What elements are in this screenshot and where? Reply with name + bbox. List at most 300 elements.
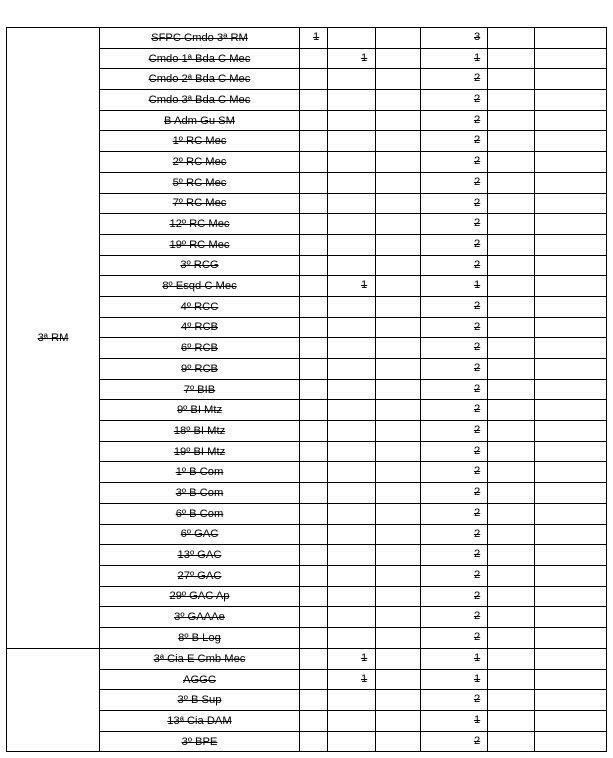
- value-c4: 2: [474, 320, 481, 333]
- value-cell-c5: [488, 255, 535, 276]
- value-cell-c4: [421, 359, 488, 380]
- unit-name: Cmdo 3ª Bda C Mec: [148, 93, 251, 106]
- value-cell-c6: [535, 545, 607, 566]
- value-c4: 2: [474, 196, 481, 209]
- unit-name: 3º B Com: [175, 486, 224, 499]
- unit-name: 6º RCB: [180, 342, 219, 355]
- value-cell-c6: [535, 400, 607, 421]
- value-cell-c1: [300, 296, 328, 317]
- value-cell-c3: [376, 359, 421, 380]
- value-c4: 1: [474, 279, 481, 292]
- value-cell-c4: [421, 110, 488, 131]
- value-cell-c4: [421, 28, 488, 49]
- value-c4: 2: [474, 630, 481, 643]
- unit-name: Cmdo 2ª Bda C Mec: [148, 73, 251, 86]
- unit-name: 29º GAC Ap: [169, 590, 230, 603]
- value-cell-c2: [328, 669, 376, 690]
- value-c4: 2: [474, 237, 481, 250]
- value-cell-c4: [421, 545, 488, 566]
- unit-name: 8º Esqd C Mec: [162, 280, 237, 293]
- value-cell-c2: [328, 483, 376, 504]
- value-cell-c5: [488, 545, 535, 566]
- value-cell-c1: [300, 669, 328, 690]
- unit-cell: [100, 649, 300, 670]
- value-cell-c6: [535, 338, 607, 359]
- value-cell-c3: [376, 131, 421, 152]
- value-cell-c4: [421, 152, 488, 173]
- value-cell-c6: [535, 441, 607, 462]
- value-cell-c4: [421, 90, 488, 111]
- value-cell-c6: [535, 462, 607, 483]
- value-cell-c2: [328, 69, 376, 90]
- unit-cell: [100, 669, 300, 690]
- value-cell-c3: [376, 110, 421, 131]
- value-c4: 2: [474, 506, 481, 519]
- value-cell-c6: [535, 255, 607, 276]
- value-cell-c2: [328, 731, 376, 752]
- value-cell-c2: [328, 524, 376, 545]
- value-cell-c1: [300, 607, 328, 628]
- value-c4: 2: [474, 382, 481, 395]
- value-cell-c3: [376, 400, 421, 421]
- value-cell-c3: [376, 421, 421, 442]
- value-cell-c4: [421, 317, 488, 338]
- value-cell-c2: [328, 545, 376, 566]
- value-cell-c3: [376, 234, 421, 255]
- unit-name: 1º RC Mec: [172, 135, 227, 148]
- unit-cell: [100, 524, 300, 545]
- value-cell-c1: [300, 255, 328, 276]
- unit-cell: [100, 69, 300, 90]
- value-cell-c2: [328, 28, 376, 49]
- value-cell-c3: [376, 690, 421, 711]
- value-cell-c5: [488, 28, 535, 49]
- value-cell-c6: [535, 586, 607, 607]
- value-cell-c2: [328, 441, 376, 462]
- value-cell-c4: [421, 379, 488, 400]
- value-cell-c5: [488, 627, 535, 648]
- value-c4: 1: [474, 51, 481, 64]
- unit-cell: [100, 565, 300, 586]
- unit-cell: [100, 48, 300, 69]
- value-cell-c2: [328, 255, 376, 276]
- value-cell-c2: [328, 607, 376, 628]
- unit-cell: [100, 234, 300, 255]
- unit-name: 2º RC Mec: [172, 155, 227, 168]
- value-cell-c5: [488, 338, 535, 359]
- value-c4: 2: [474, 217, 481, 230]
- unit-name: Cmdo 1ª Bda C Mec: [148, 52, 251, 65]
- value-cell-c5: [488, 586, 535, 607]
- unit-name: 13ª Cia DAM: [167, 714, 232, 727]
- value-c4: 2: [474, 299, 481, 312]
- value-cell-c3: [376, 48, 421, 69]
- value-cell-c6: [535, 649, 607, 670]
- value-cell-c4: [421, 586, 488, 607]
- value-cell-c3: [376, 503, 421, 524]
- value-cell-c1: [300, 152, 328, 173]
- unit-cell: [100, 379, 300, 400]
- value-cell-c2: [328, 503, 376, 524]
- value-cell-c3: [376, 172, 421, 193]
- value-cell-c3: [376, 338, 421, 359]
- value-cell-c3: [376, 193, 421, 214]
- unit-cell: [100, 545, 300, 566]
- value-cell-c1: [300, 441, 328, 462]
- value-cell-c6: [535, 731, 607, 752]
- value-cell-c2: [328, 649, 376, 670]
- value-cell-c6: [535, 524, 607, 545]
- value-c1: 1: [313, 31, 320, 43]
- value-cell-c3: [376, 524, 421, 545]
- value-cell-c3: [376, 565, 421, 586]
- value-cell-c5: [488, 276, 535, 297]
- unit-cell: [100, 152, 300, 173]
- value-cell-c6: [535, 317, 607, 338]
- value-cell-c2: [328, 193, 376, 214]
- value-cell-c2: [328, 711, 376, 732]
- value-cell-c3: [376, 28, 421, 49]
- value-cell-c3: [376, 483, 421, 504]
- value-cell-c5: [488, 711, 535, 732]
- value-c4: 2: [474, 93, 481, 106]
- unit-cell: [100, 214, 300, 235]
- value-cell-c5: [488, 90, 535, 111]
- unit-cell: [100, 711, 300, 732]
- value-cell-c4: [421, 234, 488, 255]
- value-c4: 2: [474, 734, 481, 747]
- value-cell-c6: [535, 131, 607, 152]
- value-cell-c4: [421, 193, 488, 214]
- unit-cell: [100, 586, 300, 607]
- value-cell-c5: [488, 690, 535, 711]
- value-c2: 1: [361, 51, 368, 64]
- value-cell-c4: [421, 483, 488, 504]
- value-cell-c2: [328, 586, 376, 607]
- value-cell-c3: [376, 607, 421, 628]
- value-cell-c1: [300, 193, 328, 214]
- value-cell-c4: [421, 462, 488, 483]
- unit-name: 4º RCB: [180, 321, 219, 334]
- value-cell-c1: [300, 421, 328, 442]
- unit-cell: [100, 110, 300, 131]
- value-cell-c3: [376, 462, 421, 483]
- value-c4: 2: [474, 258, 481, 271]
- unit-cell: [100, 131, 300, 152]
- value-cell-c4: [421, 131, 488, 152]
- value-cell-c1: [300, 276, 328, 297]
- value-cell-c6: [535, 172, 607, 193]
- value-cell-c4: [421, 565, 488, 586]
- unit-cell: [100, 690, 300, 711]
- value-cell-c5: [488, 193, 535, 214]
- value-cell-c5: [488, 441, 535, 462]
- value-cell-c6: [535, 296, 607, 317]
- value-cell-c3: [376, 214, 421, 235]
- value-cell-c6: [535, 379, 607, 400]
- value-cell-c6: [535, 48, 607, 69]
- value-cell-c4: [421, 296, 488, 317]
- value-cell-c1: [300, 586, 328, 607]
- value-cell-c6: [535, 421, 607, 442]
- value-cell-c1: [300, 28, 328, 49]
- value-cell-c4: [421, 503, 488, 524]
- value-cell-c1: [300, 317, 328, 338]
- value-cell-c1: [300, 731, 328, 752]
- value-cell-c4: [421, 669, 488, 690]
- value-cell-c5: [488, 172, 535, 193]
- value-cell-c5: [488, 669, 535, 690]
- value-c4: 2: [474, 486, 481, 499]
- value-c4: 2: [474, 465, 481, 478]
- value-cell-c6: [535, 359, 607, 380]
- value-cell-c1: [300, 214, 328, 235]
- value-cell-c5: [488, 152, 535, 173]
- value-cell-c5: [488, 524, 535, 545]
- unit-name: 5º RC Mec: [172, 176, 227, 189]
- unit-cell: [100, 462, 300, 483]
- value-cell-c5: [488, 607, 535, 628]
- value-cell-c3: [376, 317, 421, 338]
- value-c4: 2: [474, 134, 481, 147]
- value-cell-c2: [328, 421, 376, 442]
- unit-name: 6º GAC: [180, 528, 219, 541]
- value-cell-c2: [328, 172, 376, 193]
- value-cell-c5: [488, 400, 535, 421]
- value-c4: 2: [474, 527, 481, 540]
- value-cell-c4: [421, 276, 488, 297]
- unit-cell: [100, 193, 300, 214]
- region-cell: [7, 28, 100, 649]
- unit-name: 3º GAAAe: [174, 611, 225, 624]
- unit-cell: [100, 317, 300, 338]
- value-cell-c5: [488, 421, 535, 442]
- value-cell-c6: [535, 193, 607, 214]
- value-cell-c1: [300, 131, 328, 152]
- unit-name: 1º B Com: [175, 466, 224, 479]
- value-cell-c2: [328, 234, 376, 255]
- value-c4: 2: [474, 175, 481, 188]
- region-label: 3ª RM: [37, 331, 69, 344]
- value-cell-c5: [488, 317, 535, 338]
- value-cell-c3: [376, 152, 421, 173]
- unit-name: 18º BI Mtz: [173, 424, 226, 437]
- value-cell-c4: [421, 607, 488, 628]
- value-cell-c3: [376, 586, 421, 607]
- value-cell-c1: [300, 545, 328, 566]
- value-cell-c6: [535, 607, 607, 628]
- value-cell-c4: [421, 400, 488, 421]
- value-cell-c4: [421, 48, 488, 69]
- value-cell-c5: [488, 731, 535, 752]
- value-cell-c2: [328, 627, 376, 648]
- value-cell-c3: [376, 669, 421, 690]
- value-c4: 2: [474, 589, 481, 602]
- value-cell-c4: [421, 214, 488, 235]
- value-cell-c2: [328, 690, 376, 711]
- value-cell-c2: [328, 110, 376, 131]
- value-cell-c3: [376, 379, 421, 400]
- unit-cell: [100, 90, 300, 111]
- value-cell-c1: [300, 172, 328, 193]
- value-cell-c6: [535, 669, 607, 690]
- unit-cell: [100, 503, 300, 524]
- value-cell-c1: [300, 627, 328, 648]
- unit-name: 7º RC Mec: [172, 197, 227, 210]
- value-cell-c6: [535, 234, 607, 255]
- unit-name: SFPC Cmdo 3ª RM: [151, 31, 248, 44]
- table-row: [7, 28, 607, 49]
- value-cell-c1: [300, 90, 328, 111]
- value-cell-c5: [488, 565, 535, 586]
- value-cell-c3: [376, 90, 421, 111]
- unit-cell: [100, 296, 300, 317]
- value-cell-c1: [300, 462, 328, 483]
- value-cell-c1: [300, 338, 328, 359]
- value-cell-c2: [328, 296, 376, 317]
- unit-cell: [100, 731, 300, 752]
- value-c4: 2: [474, 362, 481, 374]
- value-cell-c2: [328, 379, 376, 400]
- value-cell-c3: [376, 276, 421, 297]
- unit-name: 8º B Log: [178, 631, 221, 644]
- value-c4: 2: [474, 72, 481, 85]
- value-cell-c1: [300, 565, 328, 586]
- value-cell-c5: [488, 296, 535, 317]
- unit-cell: [100, 483, 300, 504]
- value-cell-c2: [328, 214, 376, 235]
- unit-name: 4º RCC: [180, 300, 219, 313]
- value-cell-c5: [488, 69, 535, 90]
- value-cell-c4: [421, 649, 488, 670]
- unit-name: B Adm Gu SM: [164, 114, 235, 127]
- value-cell-c3: [376, 69, 421, 90]
- value-c4: 2: [474, 568, 481, 581]
- value-cell-c5: [488, 483, 535, 504]
- unit-name: 3º BPE: [181, 735, 218, 748]
- military-units-table-continued: [6, 648, 607, 752]
- unit-cell: [100, 28, 300, 49]
- value-cell-c2: [328, 276, 376, 297]
- value-cell-c5: [488, 48, 535, 69]
- value-cell-c1: [300, 48, 328, 69]
- unit-name: 7º BIB: [183, 383, 216, 396]
- unit-name: 6º B Com: [175, 507, 224, 520]
- value-cell-c4: [421, 255, 488, 276]
- unit-name: 13º GAC: [177, 549, 222, 562]
- table-row: [7, 649, 607, 670]
- value-c4: 2: [474, 341, 481, 354]
- value-cell-c1: [300, 711, 328, 732]
- unit-name: 3º B Sup: [177, 694, 222, 707]
- value-cell-c2: [328, 359, 376, 380]
- value-cell-c2: [328, 90, 376, 111]
- value-cell-c4: [421, 338, 488, 359]
- value-cell-c4: [421, 731, 488, 752]
- military-units-table: [6, 27, 607, 649]
- value-c4: 2: [474, 403, 481, 416]
- value-cell-c3: [376, 711, 421, 732]
- value-cell-c6: [535, 214, 607, 235]
- value-cell-c2: [328, 131, 376, 152]
- value-cell-c6: [535, 503, 607, 524]
- region-cell: [7, 649, 100, 752]
- value-cell-c5: [488, 234, 535, 255]
- value-c4: 3: [474, 31, 481, 43]
- value-cell-c6: [535, 627, 607, 648]
- value-cell-c5: [488, 503, 535, 524]
- value-cell-c4: [421, 172, 488, 193]
- value-cell-c4: [421, 421, 488, 442]
- value-cell-c3: [376, 255, 421, 276]
- value-cell-c3: [376, 296, 421, 317]
- value-cell-c6: [535, 690, 607, 711]
- unit-cell: [100, 441, 300, 462]
- value-cell-c2: [328, 462, 376, 483]
- unit-name: 3ª Cia E Cmb Mec: [153, 652, 246, 665]
- value-cell-c5: [488, 131, 535, 152]
- value-cell-c6: [535, 110, 607, 131]
- unit-cell: [100, 338, 300, 359]
- value-cell-c2: [328, 317, 376, 338]
- value-c4: 2: [474, 424, 481, 437]
- unit-cell: [100, 421, 300, 442]
- table-section-main: [7, 28, 607, 649]
- value-cell-c4: [421, 711, 488, 732]
- value-c4: 2: [474, 548, 481, 561]
- value-c4: 2: [474, 113, 481, 126]
- unit-cell: [100, 607, 300, 628]
- unit-name: 27º GAC: [177, 569, 222, 582]
- value-c2: 1: [361, 652, 368, 664]
- value-c4: 1: [474, 714, 481, 727]
- value-c4: 2: [474, 444, 481, 457]
- value-cell-c3: [376, 731, 421, 752]
- value-cell-c1: [300, 359, 328, 380]
- value-c4: 2: [474, 610, 481, 623]
- value-c4: 1: [474, 672, 481, 685]
- value-cell-c5: [488, 649, 535, 670]
- unit-name: 3º RCG: [180, 259, 219, 272]
- unit-name: 12º RC Mec: [169, 218, 230, 231]
- value-cell-c3: [376, 441, 421, 462]
- value-cell-c1: [300, 690, 328, 711]
- value-cell-c1: [300, 69, 328, 90]
- unit-cell: [100, 172, 300, 193]
- table-section-continued: [7, 649, 607, 752]
- value-cell-c2: [328, 400, 376, 421]
- value-cell-c2: [328, 338, 376, 359]
- value-cell-c4: [421, 690, 488, 711]
- value-cell-c6: [535, 565, 607, 586]
- unit-cell: [100, 627, 300, 648]
- value-cell-c1: [300, 503, 328, 524]
- value-cell-c6: [535, 152, 607, 173]
- value-cell-c3: [376, 627, 421, 648]
- value-c4: 1: [474, 652, 481, 664]
- value-cell-c5: [488, 359, 535, 380]
- value-cell-c4: [421, 441, 488, 462]
- value-c4: 2: [474, 693, 481, 706]
- unit-cell: [100, 359, 300, 380]
- value-c2: 1: [361, 672, 368, 685]
- value-cell-c5: [488, 214, 535, 235]
- value-cell-c6: [535, 711, 607, 732]
- value-cell-c5: [488, 462, 535, 483]
- value-cell-c2: [328, 48, 376, 69]
- value-cell-c1: [300, 483, 328, 504]
- unit-cell: [100, 276, 300, 297]
